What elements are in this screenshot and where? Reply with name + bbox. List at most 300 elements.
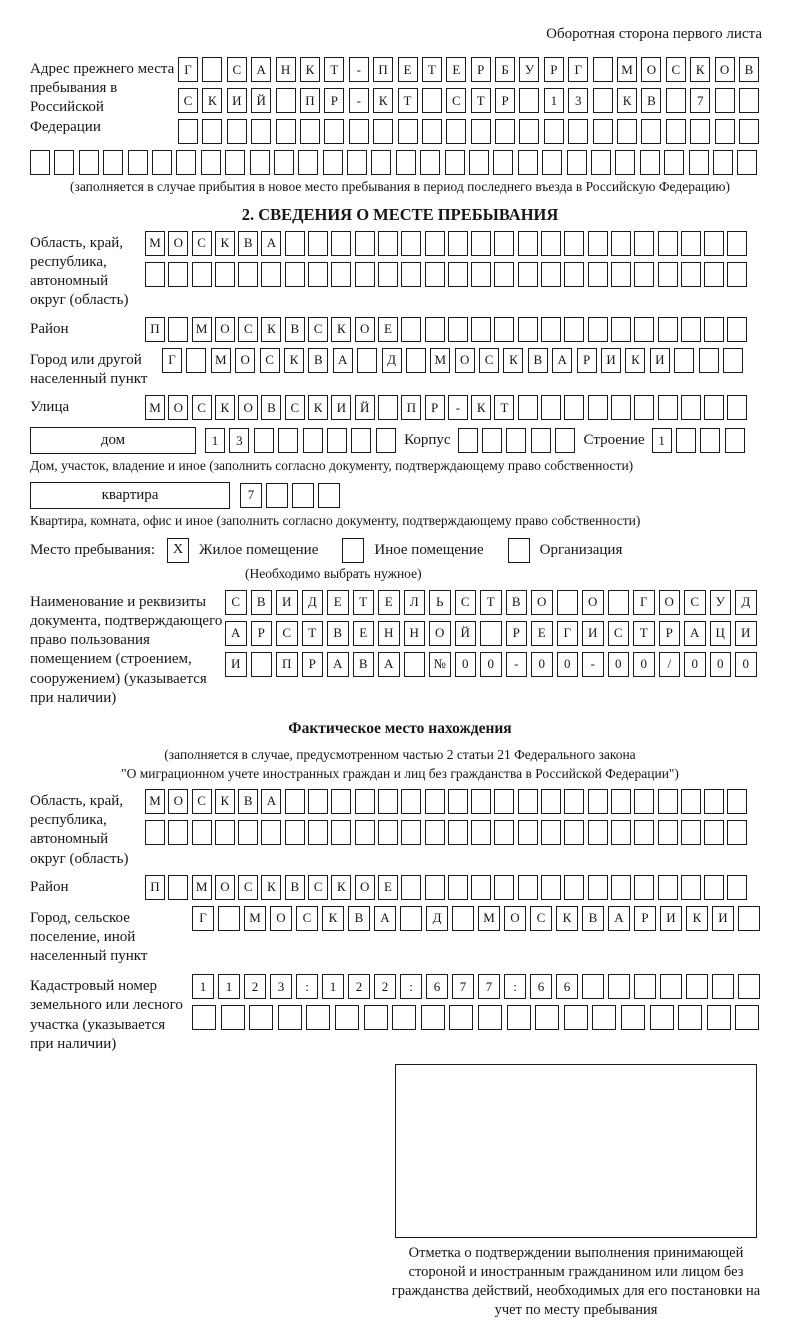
char-box[interactable]: О [455, 348, 475, 373]
char-box[interactable]: К [308, 395, 328, 420]
char-box[interactable] [331, 262, 351, 287]
char-box[interactable]: В [261, 395, 281, 420]
char-box[interactable] [324, 119, 344, 144]
char-box[interactable] [306, 1005, 330, 1030]
char-box[interactable]: И [227, 88, 247, 113]
char-box[interactable] [292, 483, 314, 508]
char-box[interactable]: С [296, 906, 318, 931]
char-box[interactable]: Р [324, 88, 344, 113]
char-box[interactable] [699, 348, 719, 373]
char-box[interactable] [519, 119, 539, 144]
char-box[interactable]: : [296, 974, 318, 999]
region-row-1[interactable] [145, 231, 751, 256]
char-box[interactable] [355, 789, 375, 814]
char-box[interactable]: С [238, 875, 258, 900]
char-box[interactable] [298, 150, 318, 175]
char-box[interactable]: О [355, 875, 375, 900]
char-box[interactable]: 3 [568, 88, 588, 113]
char-box[interactable] [215, 262, 235, 287]
char-box[interactable]: К [690, 57, 710, 82]
char-box[interactable]: М [192, 875, 212, 900]
char-box[interactable] [323, 150, 343, 175]
char-box[interactable]: К [617, 88, 637, 113]
char-box[interactable] [588, 231, 608, 256]
document-row-3[interactable] [225, 652, 761, 677]
char-box[interactable] [493, 150, 513, 175]
char-box[interactable] [704, 262, 724, 287]
char-box[interactable]: С [666, 57, 686, 82]
char-box[interactable] [611, 262, 631, 287]
char-box[interactable]: - [582, 652, 604, 677]
char-box[interactable]: Р [471, 57, 491, 82]
char-box[interactable] [425, 317, 445, 342]
char-box[interactable] [518, 875, 538, 900]
checkbox-organization[interactable] [508, 538, 530, 563]
char-box[interactable] [378, 789, 398, 814]
char-box[interactable]: Т [324, 57, 344, 82]
char-box[interactable]: П [300, 88, 320, 113]
char-box[interactable]: Н [276, 57, 296, 82]
char-box[interactable] [518, 231, 538, 256]
char-box[interactable] [54, 150, 74, 175]
char-box[interactable]: О [504, 906, 526, 931]
stroenie-row[interactable] [652, 428, 750, 453]
char-box[interactable]: Т [422, 57, 442, 82]
char-box[interactable]: О [355, 317, 375, 342]
char-box[interactable] [422, 88, 442, 113]
char-box[interactable] [739, 119, 759, 144]
char-box[interactable] [727, 231, 747, 256]
char-box[interactable] [392, 1005, 416, 1030]
char-box[interactable] [425, 789, 445, 814]
char-box[interactable] [446, 119, 466, 144]
char-box[interactable]: П [145, 875, 165, 900]
prev-address-row-3[interactable] [178, 119, 763, 144]
char-box[interactable]: В [348, 906, 370, 931]
char-box[interactable] [308, 789, 328, 814]
char-box[interactable] [355, 231, 375, 256]
char-box[interactable] [735, 1005, 759, 1030]
char-box[interactable]: К [686, 906, 708, 931]
char-box[interactable] [178, 119, 198, 144]
char-box[interactable]: Н [378, 621, 400, 646]
char-box[interactable]: Г [192, 906, 214, 931]
char-box[interactable] [401, 262, 421, 287]
char-box[interactable] [621, 1005, 645, 1030]
char-box[interactable]: К [215, 231, 235, 256]
char-box[interactable] [218, 906, 240, 931]
apartment-number-row[interactable] [240, 483, 344, 508]
char-box[interactable] [79, 150, 99, 175]
char-box[interactable] [449, 1005, 473, 1030]
char-box[interactable]: : [400, 974, 422, 999]
char-box[interactable] [634, 395, 654, 420]
char-box[interactable]: 0 [735, 652, 757, 677]
char-box[interactable] [737, 150, 757, 175]
char-box[interactable] [308, 262, 328, 287]
char-box[interactable]: 1 [322, 974, 344, 999]
char-box[interactable]: Р [577, 348, 597, 373]
char-box[interactable]: С [308, 875, 328, 900]
char-box[interactable] [704, 395, 724, 420]
char-box[interactable] [30, 150, 50, 175]
char-box[interactable] [541, 262, 561, 287]
char-box[interactable] [518, 820, 538, 845]
char-box[interactable] [285, 820, 305, 845]
char-box[interactable]: Г [162, 348, 182, 373]
char-box[interactable] [420, 150, 440, 175]
char-box[interactable] [331, 231, 351, 256]
char-box[interactable]: М [145, 231, 165, 256]
char-box[interactable] [376, 428, 396, 453]
char-box[interactable] [285, 262, 305, 287]
char-box[interactable] [371, 150, 391, 175]
char-box[interactable] [425, 820, 445, 845]
char-box[interactable] [555, 428, 575, 453]
char-box[interactable] [494, 231, 514, 256]
char-box[interactable] [401, 317, 421, 342]
char-box[interactable]: С [308, 317, 328, 342]
char-box[interactable] [276, 88, 296, 113]
char-box[interactable]: В [285, 317, 305, 342]
char-box[interactable] [591, 150, 611, 175]
char-box[interactable] [704, 789, 724, 814]
char-box[interactable]: В [327, 621, 349, 646]
char-box[interactable] [617, 119, 637, 144]
char-box[interactable] [378, 231, 398, 256]
char-box[interactable]: О [168, 231, 188, 256]
city-row[interactable] [162, 348, 747, 373]
char-box[interactable] [335, 1005, 359, 1030]
char-box[interactable] [634, 231, 654, 256]
char-box[interactable] [640, 150, 660, 175]
char-box[interactable] [103, 150, 123, 175]
cadastral-row-1[interactable] [192, 974, 764, 999]
char-box[interactable]: / [659, 652, 681, 677]
char-box[interactable] [541, 395, 561, 420]
char-box[interactable]: В [353, 652, 375, 677]
char-box[interactable]: В [238, 231, 258, 256]
char-box[interactable]: В [308, 348, 328, 373]
char-box[interactable]: К [261, 317, 281, 342]
char-box[interactable] [727, 262, 747, 287]
char-box[interactable] [215, 820, 235, 845]
char-box[interactable]: К [202, 88, 222, 113]
char-box[interactable] [582, 974, 604, 999]
char-box[interactable]: Р [251, 621, 273, 646]
char-box[interactable]: 0 [455, 652, 477, 677]
char-box[interactable] [266, 483, 288, 508]
char-box[interactable] [557, 590, 579, 615]
char-box[interactable] [401, 231, 421, 256]
char-box[interactable] [634, 262, 654, 287]
char-box[interactable]: С [285, 395, 305, 420]
char-box[interactable] [564, 262, 584, 287]
char-box[interactable] [400, 906, 422, 931]
char-box[interactable] [351, 428, 371, 453]
char-box[interactable]: 1 [218, 974, 240, 999]
char-box[interactable]: В [528, 348, 548, 373]
char-box[interactable] [494, 789, 514, 814]
char-box[interactable] [308, 231, 328, 256]
char-box[interactable]: О [582, 590, 604, 615]
char-box[interactable] [674, 348, 694, 373]
char-box[interactable] [347, 150, 367, 175]
prev-address-row-2[interactable] [178, 88, 763, 113]
char-box[interactable] [564, 317, 584, 342]
char-box[interactable]: М [145, 789, 165, 814]
char-box[interactable]: - [506, 652, 528, 677]
char-box[interactable] [608, 974, 630, 999]
char-box[interactable]: У [519, 57, 539, 82]
char-box[interactable] [541, 820, 561, 845]
char-box[interactable]: А [378, 652, 400, 677]
char-box[interactable] [425, 875, 445, 900]
char-box[interactable]: О [168, 789, 188, 814]
char-box[interactable] [285, 789, 305, 814]
char-box[interactable] [658, 820, 678, 845]
char-box[interactable] [634, 317, 654, 342]
char-box[interactable]: К [322, 906, 344, 931]
char-box[interactable] [541, 789, 561, 814]
char-box[interactable] [739, 88, 759, 113]
char-box[interactable] [331, 789, 351, 814]
char-box[interactable] [445, 150, 465, 175]
char-box[interactable]: Р [302, 652, 324, 677]
char-box[interactable] [664, 150, 684, 175]
char-box[interactable]: В [582, 906, 604, 931]
char-box[interactable]: В [641, 88, 661, 113]
char-box[interactable] [378, 395, 398, 420]
char-box[interactable]: Е [353, 621, 375, 646]
char-box[interactable] [678, 1005, 702, 1030]
char-box[interactable]: К [331, 875, 351, 900]
char-box[interactable]: Й [455, 621, 477, 646]
char-box[interactable] [541, 231, 561, 256]
char-box[interactable]: К [215, 789, 235, 814]
korpus-row[interactable] [458, 428, 580, 453]
char-box[interactable]: 2 [244, 974, 266, 999]
char-box[interactable] [564, 789, 584, 814]
char-box[interactable]: И [735, 621, 757, 646]
char-box[interactable] [378, 820, 398, 845]
char-box[interactable] [681, 262, 701, 287]
char-box[interactable] [518, 262, 538, 287]
char-box[interactable] [276, 119, 296, 144]
char-box[interactable]: Т [353, 590, 375, 615]
char-box[interactable]: О [215, 875, 235, 900]
char-box[interactable] [192, 1005, 216, 1030]
char-box[interactable] [611, 395, 631, 420]
char-box[interactable] [168, 262, 188, 287]
char-box[interactable]: И [225, 652, 247, 677]
actual-region-row-1[interactable] [145, 789, 751, 814]
char-box[interactable]: К [284, 348, 304, 373]
char-box[interactable] [593, 88, 613, 113]
char-box[interactable]: Т [302, 621, 324, 646]
char-box[interactable] [145, 262, 165, 287]
char-box[interactable]: Е [378, 317, 398, 342]
char-box[interactable] [378, 262, 398, 287]
char-box[interactable] [588, 875, 608, 900]
char-box[interactable] [425, 262, 445, 287]
char-box[interactable] [588, 820, 608, 845]
char-box[interactable] [192, 262, 212, 287]
char-box[interactable]: - [448, 395, 468, 420]
char-box[interactable]: И [582, 621, 604, 646]
char-box[interactable] [471, 119, 491, 144]
char-box[interactable] [541, 875, 561, 900]
char-box[interactable]: И [276, 590, 298, 615]
char-box[interactable]: П [373, 57, 393, 82]
actual-region-row-2[interactable] [145, 820, 751, 845]
char-box[interactable] [349, 119, 369, 144]
char-box[interactable]: А [374, 906, 396, 931]
char-box[interactable] [564, 875, 584, 900]
char-box[interactable]: И [331, 395, 351, 420]
char-box[interactable] [406, 348, 426, 373]
char-box[interactable] [168, 317, 188, 342]
char-box[interactable] [689, 150, 709, 175]
char-box[interactable] [331, 820, 351, 845]
char-box[interactable] [202, 57, 222, 82]
char-box[interactable] [145, 820, 165, 845]
char-box[interactable]: С [227, 57, 247, 82]
char-box[interactable]: О [429, 621, 451, 646]
char-box[interactable]: П [401, 395, 421, 420]
char-box[interactable]: С [225, 590, 247, 615]
char-box[interactable] [564, 1005, 588, 1030]
char-box[interactable] [364, 1005, 388, 1030]
char-box[interactable]: 1 [544, 88, 564, 113]
char-box[interactable]: Р [544, 57, 564, 82]
char-box[interactable]: С [608, 621, 630, 646]
char-box[interactable]: Г [633, 590, 655, 615]
char-box[interactable] [588, 317, 608, 342]
char-box[interactable] [168, 820, 188, 845]
char-box[interactable]: Р [634, 906, 656, 931]
char-box[interactable] [254, 428, 274, 453]
char-box[interactable]: 1 [652, 428, 672, 453]
char-box[interactable]: 0 [480, 652, 502, 677]
char-box[interactable] [507, 1005, 531, 1030]
char-box[interactable]: П [145, 317, 165, 342]
char-box[interactable]: А [608, 906, 630, 931]
char-box[interactable] [593, 119, 613, 144]
char-box[interactable] [452, 906, 474, 931]
char-box[interactable]: Е [398, 57, 418, 82]
char-box[interactable] [506, 428, 526, 453]
char-box[interactable]: Т [633, 621, 655, 646]
char-box[interactable]: М [145, 395, 165, 420]
char-box[interactable] [396, 150, 416, 175]
char-box[interactable] [611, 820, 631, 845]
char-box[interactable]: И [601, 348, 621, 373]
char-box[interactable] [690, 119, 710, 144]
char-box[interactable]: 7 [478, 974, 500, 999]
char-box[interactable]: О [235, 348, 255, 373]
char-box[interactable]: С [530, 906, 552, 931]
char-box[interactable] [611, 789, 631, 814]
char-box[interactable]: О [641, 57, 661, 82]
char-box[interactable] [634, 820, 654, 845]
char-box[interactable]: 1 [192, 974, 214, 999]
char-box[interactable] [327, 428, 347, 453]
char-box[interactable] [588, 395, 608, 420]
char-box[interactable]: О [659, 590, 681, 615]
char-box[interactable] [704, 231, 724, 256]
char-box[interactable] [448, 262, 468, 287]
char-box[interactable]: К [373, 88, 393, 113]
char-box[interactable]: А [552, 348, 572, 373]
prev-address-row-1[interactable] [178, 57, 763, 82]
char-box[interactable]: 0 [710, 652, 732, 677]
char-box[interactable] [727, 317, 747, 342]
char-box[interactable]: И [660, 906, 682, 931]
char-box[interactable]: - [349, 57, 369, 82]
char-box[interactable] [738, 906, 760, 931]
char-box[interactable] [518, 395, 538, 420]
char-box[interactable] [727, 395, 747, 420]
char-box[interactable]: - [349, 88, 369, 113]
char-box[interactable] [544, 119, 564, 144]
char-box[interactable] [658, 231, 678, 256]
char-box[interactable] [357, 348, 377, 373]
char-box[interactable]: : [504, 974, 526, 999]
char-box[interactable]: Т [471, 88, 491, 113]
char-box[interactable]: О [215, 317, 235, 342]
char-box[interactable] [704, 317, 724, 342]
char-box[interactable]: К [215, 395, 235, 420]
char-box[interactable]: 3 [270, 974, 292, 999]
char-box[interactable]: В [285, 875, 305, 900]
region-row-2[interactable] [145, 262, 751, 287]
char-box[interactable]: 0 [608, 652, 630, 677]
char-box[interactable]: О [238, 395, 258, 420]
char-box[interactable]: А [261, 231, 281, 256]
char-box[interactable]: Т [494, 395, 514, 420]
char-box[interactable]: 6 [426, 974, 448, 999]
char-box[interactable] [469, 150, 489, 175]
char-box[interactable]: А [261, 789, 281, 814]
char-box[interactable]: Р [495, 88, 515, 113]
char-box[interactable]: М [192, 317, 212, 342]
char-box[interactable] [727, 875, 747, 900]
char-box[interactable] [495, 119, 515, 144]
char-box[interactable]: С [192, 395, 212, 420]
char-box[interactable]: К [300, 57, 320, 82]
char-box[interactable] [251, 652, 273, 677]
char-box[interactable] [681, 875, 701, 900]
char-box[interactable] [494, 820, 514, 845]
char-box[interactable]: О [715, 57, 735, 82]
char-box[interactable]: А [684, 621, 706, 646]
char-box[interactable] [249, 1005, 273, 1030]
char-box[interactable]: М [478, 906, 500, 931]
char-box[interactable]: К [331, 317, 351, 342]
char-box[interactable]: А [251, 57, 271, 82]
char-box[interactable]: О [168, 395, 188, 420]
char-box[interactable]: С [276, 621, 298, 646]
char-box[interactable] [458, 428, 478, 453]
char-box[interactable] [658, 262, 678, 287]
char-box[interactable] [641, 119, 661, 144]
char-box[interactable] [723, 348, 743, 373]
char-box[interactable] [494, 317, 514, 342]
char-box[interactable] [712, 974, 734, 999]
char-box[interactable] [425, 231, 445, 256]
char-box[interactable]: О [270, 906, 292, 931]
